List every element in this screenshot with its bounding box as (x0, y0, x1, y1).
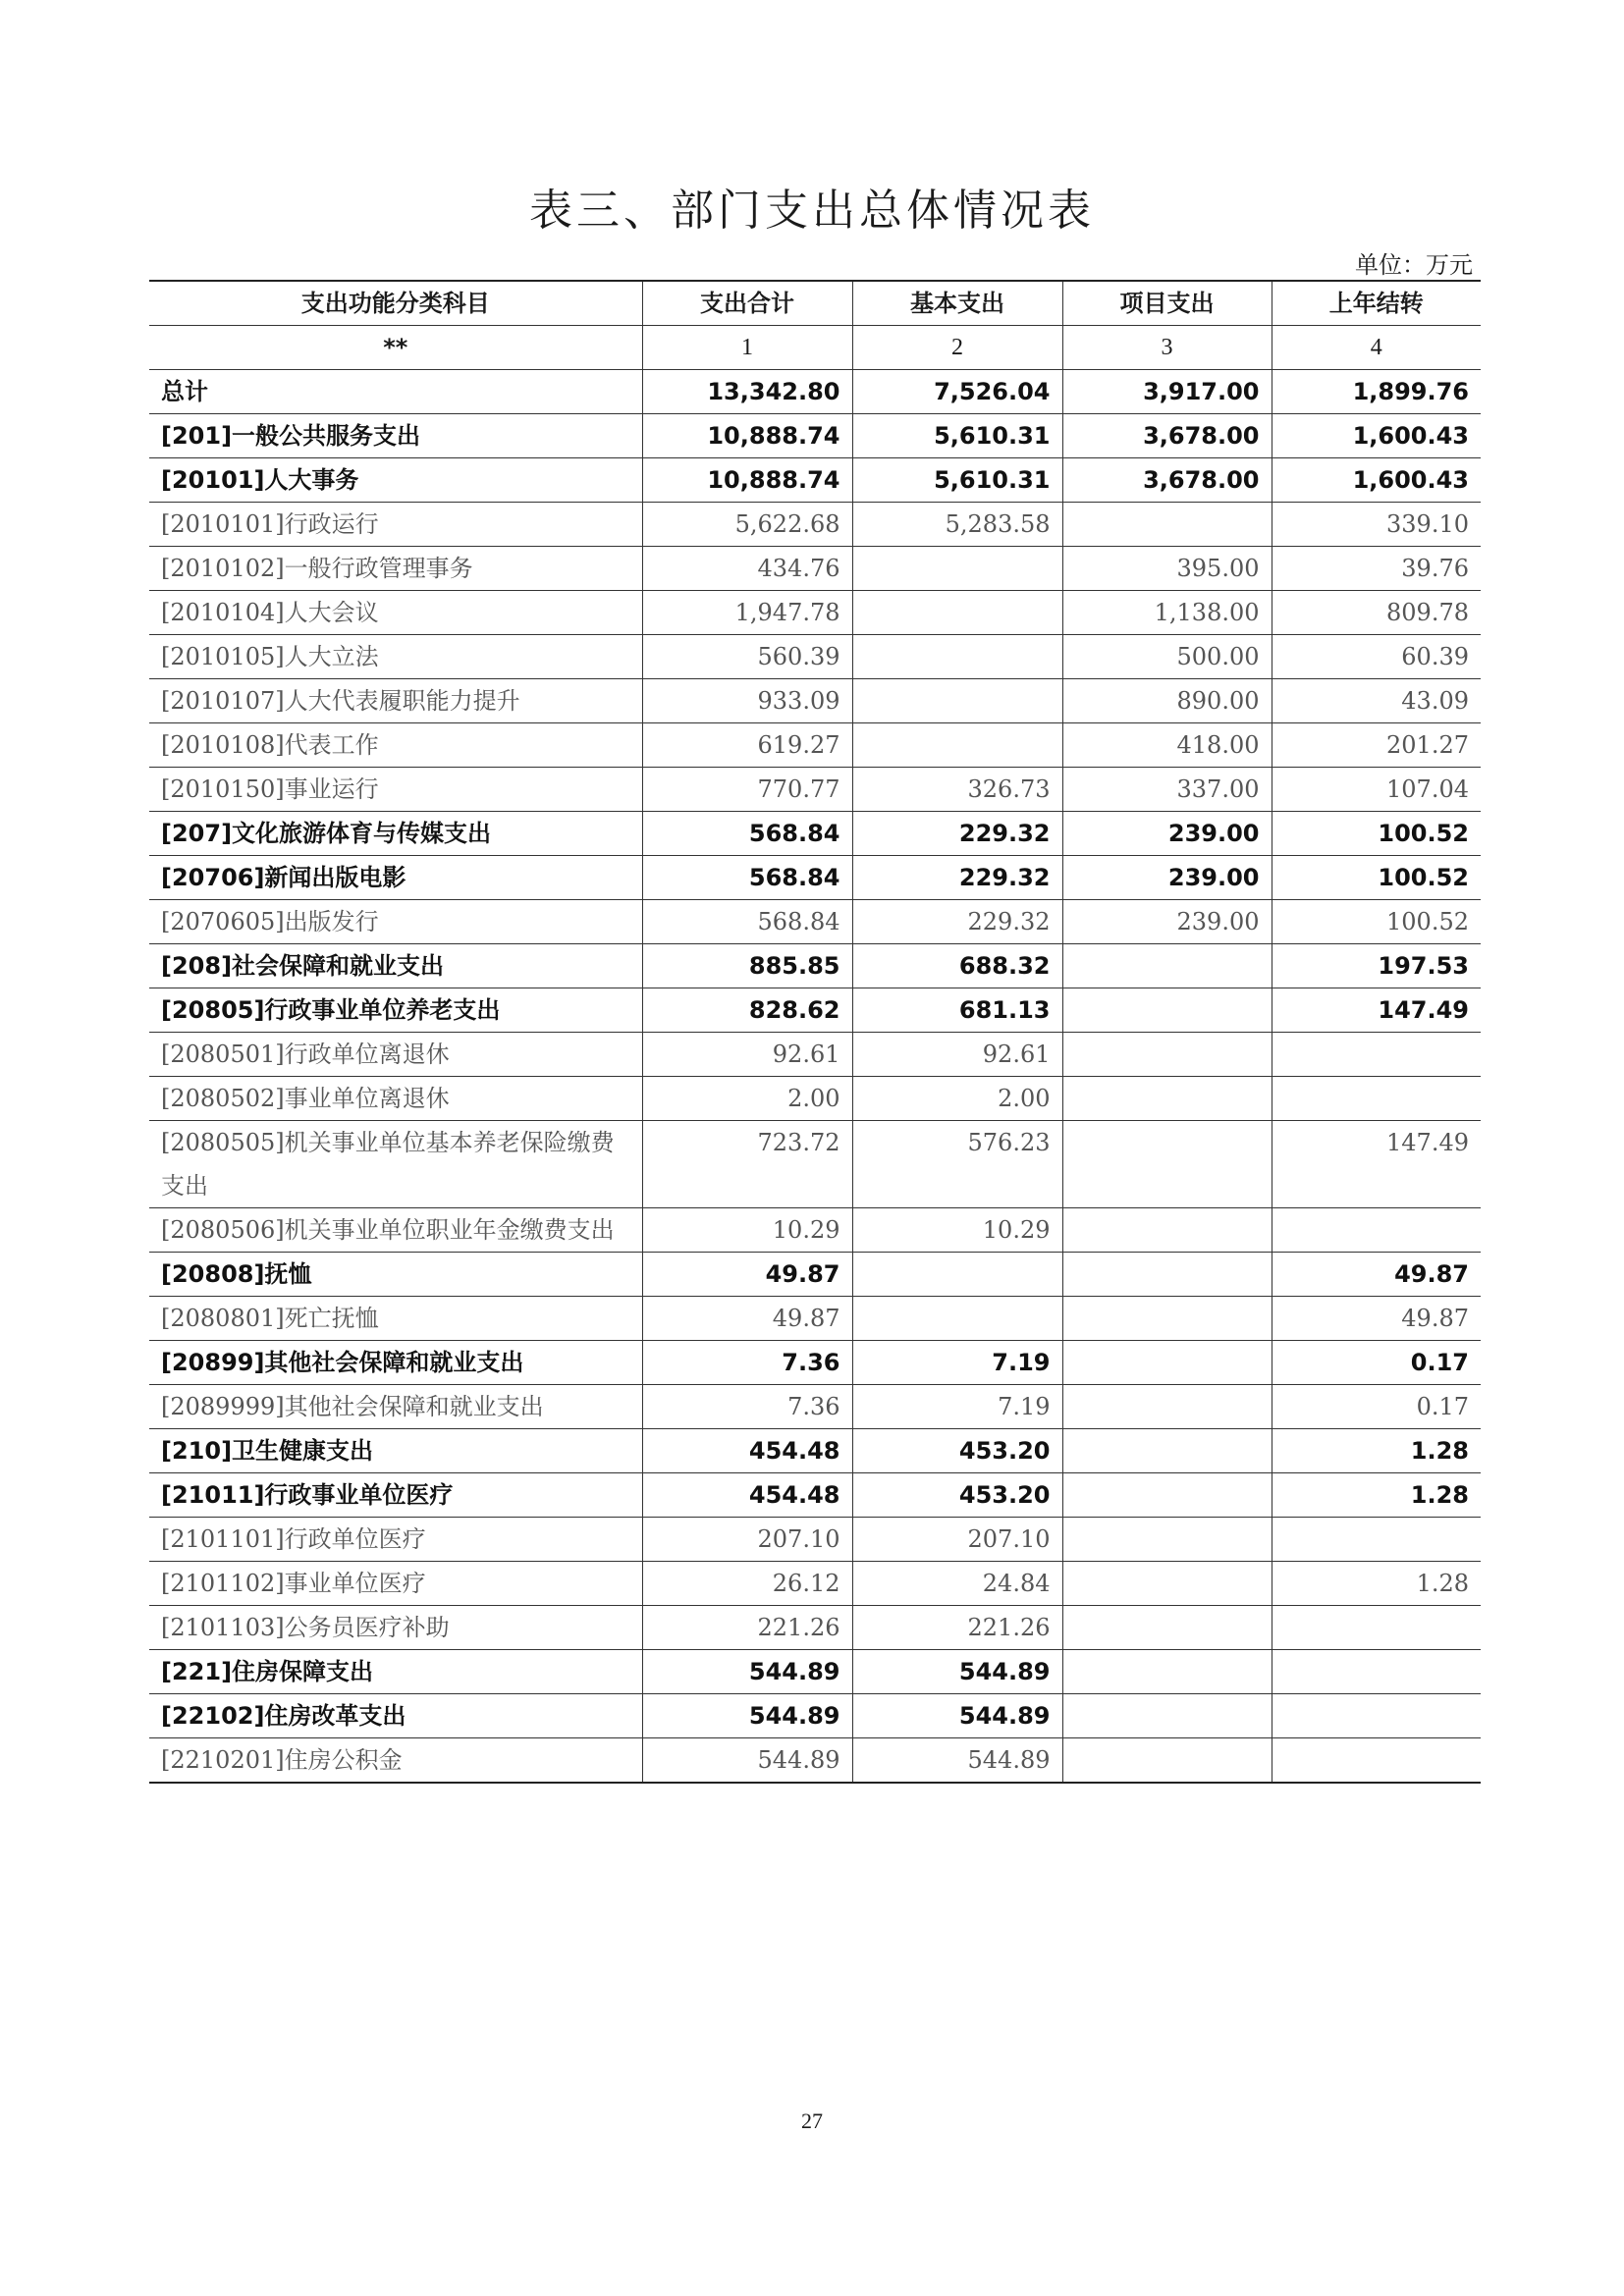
subject-cell: [2080502]事业单位离退休 (149, 1077, 642, 1121)
column-header: 基本支出 (852, 281, 1062, 326)
carryover-cell: 0.17 (1272, 1385, 1481, 1429)
table-row (149, 591, 1481, 635)
subject-cell: [21011]行政事业单位医疗 (149, 1473, 642, 1518)
carryover-cell (1272, 1738, 1481, 1784)
total-cell: 568.84 (642, 900, 852, 944)
subject-cell: [207]文化旅游体育与传媒支出 (149, 812, 642, 856)
carryover-cell: 43.09 (1272, 679, 1481, 723)
table-row (149, 1297, 1481, 1341)
subject-cell: [221]住房保障支出 (149, 1650, 642, 1694)
basic-cell: 5,283.58 (852, 503, 1062, 547)
total-cell: 454.48 (642, 1473, 852, 1518)
total-cell: 49.87 (642, 1297, 852, 1341)
subject-cell: [2080801]死亡抚恤 (149, 1297, 642, 1341)
column-header: 支出合计 (642, 281, 852, 326)
subject-cell: [2010102]一般行政管理事务 (149, 547, 642, 591)
subject-cell: [22102]住房改革支出 (149, 1694, 642, 1738)
basic-cell: 453.20 (852, 1473, 1062, 1518)
basic-cell: 207.10 (852, 1518, 1062, 1562)
subject-cell: [20101]人大事务 (149, 458, 642, 503)
table-row (149, 1473, 1481, 1518)
carryover-cell (1272, 1650, 1481, 1694)
subject-cell: 总计 (149, 370, 642, 414)
project-cell (1062, 1121, 1272, 1208)
basic-cell: 7.19 (852, 1385, 1062, 1429)
basic-cell: 229.32 (852, 812, 1062, 856)
carryover-cell: 809.78 (1272, 591, 1481, 635)
total-cell: 10.29 (642, 1208, 852, 1253)
table-row (149, 812, 1481, 856)
project-cell (1062, 1385, 1272, 1429)
carryover-cell: 147.49 (1272, 988, 1481, 1033)
carryover-cell: 147.49 (1272, 1121, 1481, 1208)
carryover-cell (1272, 1208, 1481, 1253)
basic-cell: 453.20 (852, 1429, 1062, 1473)
total-cell: 544.89 (642, 1650, 852, 1694)
table-row (149, 1429, 1481, 1473)
table-row (149, 1650, 1481, 1694)
table-row (149, 1208, 1481, 1253)
total-cell: 1,947.78 (642, 591, 852, 635)
basic-cell: 5,610.31 (852, 414, 1062, 458)
table-row (149, 370, 1481, 414)
table-row (149, 679, 1481, 723)
total-cell: 26.12 (642, 1562, 852, 1606)
basic-cell: 2.00 (852, 1077, 1062, 1121)
subject-cell: [20808]抚恤 (149, 1253, 642, 1297)
subject-cell: [208]社会保障和就业支出 (149, 944, 642, 988)
table-row (149, 1518, 1481, 1562)
total-cell: 7.36 (642, 1385, 852, 1429)
expenditure-table (149, 280, 1481, 1784)
carryover-cell: 100.52 (1272, 900, 1481, 944)
basic-cell: 544.89 (852, 1694, 1062, 1738)
project-cell (1062, 1562, 1272, 1606)
table-row (149, 1606, 1481, 1650)
subject-cell: [2101101]行政单位医疗 (149, 1518, 642, 1562)
project-cell (1062, 988, 1272, 1033)
basic-cell (852, 723, 1062, 768)
subject-cell: [2010108]代表工作 (149, 723, 642, 768)
basic-cell: 229.32 (852, 856, 1062, 900)
total-cell: 933.09 (642, 679, 852, 723)
table-row (149, 635, 1481, 679)
page-number: 27 (801, 2109, 823, 2133)
table-row (149, 1694, 1481, 1738)
basic-cell: 688.32 (852, 944, 1062, 988)
project-cell: 3,678.00 (1062, 414, 1272, 458)
carryover-cell: 60.39 (1272, 635, 1481, 679)
table-row (149, 1121, 1481, 1208)
project-cell (1062, 1077, 1272, 1121)
carryover-cell: 100.52 (1272, 812, 1481, 856)
carryover-cell: 1.28 (1272, 1429, 1481, 1473)
subject-cell: [2070605]出版发行 (149, 900, 642, 944)
carryover-cell: 49.87 (1272, 1253, 1481, 1297)
project-cell (1062, 1253, 1272, 1297)
index-cell: 3 (1062, 326, 1272, 370)
carryover-cell: 1.28 (1272, 1473, 1481, 1518)
basic-cell: 7.19 (852, 1341, 1062, 1385)
subject-cell: [2010104]人大会议 (149, 591, 642, 635)
basic-cell: 326.73 (852, 768, 1062, 812)
basic-cell: 7,526.04 (852, 370, 1062, 414)
total-cell: 5,622.68 (642, 503, 852, 547)
table-row (149, 1385, 1481, 1429)
index-cell: 1 (642, 326, 852, 370)
page-title: 表三、部门支出总体情况表 (529, 186, 1095, 236)
project-cell (1062, 1297, 1272, 1341)
subject-cell: [210]卫生健康支出 (149, 1429, 642, 1473)
table-row (149, 856, 1481, 900)
project-cell: 890.00 (1062, 679, 1272, 723)
total-cell: 544.89 (642, 1694, 852, 1738)
table-index-row (149, 326, 1481, 370)
total-cell: 49.87 (642, 1253, 852, 1297)
basic-cell (852, 1297, 1062, 1341)
subject-cell: [201]一般公共服务支出 (149, 414, 642, 458)
project-cell (1062, 1606, 1272, 1650)
basic-cell: 544.89 (852, 1738, 1062, 1784)
subject-cell: [20706]新闻出版电影 (149, 856, 642, 900)
project-cell: 1,138.00 (1062, 591, 1272, 635)
total-cell: 544.89 (642, 1738, 852, 1784)
index-cell: 4 (1272, 326, 1481, 370)
basic-cell: 229.32 (852, 900, 1062, 944)
subject-cell: [2010105]人大立法 (149, 635, 642, 679)
table-row (149, 944, 1481, 988)
subject-cell: [2080506]机关事业单位职业年金缴费支出 (149, 1208, 642, 1253)
basic-cell: 544.89 (852, 1650, 1062, 1694)
project-cell (1062, 1518, 1272, 1562)
project-cell: 3,917.00 (1062, 370, 1272, 414)
table-row (149, 1341, 1481, 1385)
project-cell: 239.00 (1062, 900, 1272, 944)
project-cell (1062, 944, 1272, 988)
subject-cell: [2101102]事业单位医疗 (149, 1562, 642, 1606)
subject-cell: [20805]行政事业单位养老支出 (149, 988, 642, 1033)
subject-cell: [2210201]住房公积金 (149, 1738, 642, 1784)
project-cell: 500.00 (1062, 635, 1272, 679)
subject-cell: [2010150]事业运行 (149, 768, 642, 812)
project-cell (1062, 503, 1272, 547)
index-cell: 2 (852, 326, 1062, 370)
total-cell: 454.48 (642, 1429, 852, 1473)
table-row (149, 723, 1481, 768)
total-cell: 221.26 (642, 1606, 852, 1650)
project-cell: 239.00 (1062, 856, 1272, 900)
carryover-cell (1272, 1606, 1481, 1650)
basic-cell: 10.29 (852, 1208, 1062, 1253)
carryover-cell: 39.76 (1272, 547, 1481, 591)
carryover-cell (1272, 1033, 1481, 1077)
carryover-cell: 107.04 (1272, 768, 1481, 812)
table-row (149, 988, 1481, 1033)
subject-cell: [2080505]机关事业单位基本养老保险缴费支出 (149, 1121, 642, 1208)
table-body (149, 370, 1481, 1784)
total-cell: 10,888.74 (642, 414, 852, 458)
subject-cell: [2010107]人大代表履职能力提升 (149, 679, 642, 723)
subject-cell: [2080501]行政单位离退休 (149, 1033, 642, 1077)
total-cell: 92.61 (642, 1033, 852, 1077)
table-row (149, 1253, 1481, 1297)
basic-cell (852, 1253, 1062, 1297)
total-cell: 568.84 (642, 812, 852, 856)
table-header-row (149, 281, 1481, 326)
project-cell (1062, 1694, 1272, 1738)
carryover-cell (1272, 1694, 1481, 1738)
project-cell (1062, 1033, 1272, 1077)
column-header: 项目支出 (1062, 281, 1272, 326)
carryover-cell: 201.27 (1272, 723, 1481, 768)
basic-cell (852, 591, 1062, 635)
total-cell: 723.72 (642, 1121, 852, 1208)
carryover-cell: 0.17 (1272, 1341, 1481, 1385)
carryover-cell: 1.28 (1272, 1562, 1481, 1606)
carryover-cell: 339.10 (1272, 503, 1481, 547)
table-row (149, 414, 1481, 458)
carryover-cell: 197.53 (1272, 944, 1481, 988)
basic-cell: 576.23 (852, 1121, 1062, 1208)
project-cell (1062, 1429, 1272, 1473)
carryover-cell: 100.52 (1272, 856, 1481, 900)
basic-cell (852, 679, 1062, 723)
unit-label: 单位：万元 (1355, 251, 1473, 279)
column-header: 上年结转 (1272, 281, 1481, 326)
table-row (149, 547, 1481, 591)
table-row (149, 458, 1481, 503)
total-cell: 828.62 (642, 988, 852, 1033)
basic-cell (852, 547, 1062, 591)
total-cell: 7.36 (642, 1341, 852, 1385)
project-cell (1062, 1650, 1272, 1694)
basic-cell: 5,610.31 (852, 458, 1062, 503)
total-cell: 434.76 (642, 547, 852, 591)
total-cell: 568.84 (642, 856, 852, 900)
column-header: 支出功能分类科目 (149, 281, 642, 326)
carryover-cell: 1,899.76 (1272, 370, 1481, 414)
project-cell: 3,678.00 (1062, 458, 1272, 503)
project-cell: 239.00 (1062, 812, 1272, 856)
table-row (149, 1033, 1481, 1077)
subject-cell: [20899]其他社会保障和就业支出 (149, 1341, 642, 1385)
subject-cell: [2010101]行政运行 (149, 503, 642, 547)
total-cell: 207.10 (642, 1518, 852, 1562)
total-cell: 619.27 (642, 723, 852, 768)
subject-cell: [2101103]公务员医疗补助 (149, 1606, 642, 1650)
carryover-cell: 49.87 (1272, 1297, 1481, 1341)
total-cell: 885.85 (642, 944, 852, 988)
table-row (149, 768, 1481, 812)
project-cell (1062, 1473, 1272, 1518)
total-cell: 560.39 (642, 635, 852, 679)
table-row (149, 1738, 1481, 1784)
basic-cell (852, 635, 1062, 679)
total-cell: 770.77 (642, 768, 852, 812)
project-cell: 418.00 (1062, 723, 1272, 768)
project-cell: 395.00 (1062, 547, 1272, 591)
project-cell: 337.00 (1062, 768, 1272, 812)
table-row (149, 900, 1481, 944)
carryover-cell (1272, 1077, 1481, 1121)
table-row (149, 503, 1481, 547)
total-cell: 13,342.80 (642, 370, 852, 414)
basic-cell: 24.84 (852, 1562, 1062, 1606)
project-cell (1062, 1341, 1272, 1385)
carryover-cell (1272, 1518, 1481, 1562)
project-cell (1062, 1738, 1272, 1784)
basic-cell: 221.26 (852, 1606, 1062, 1650)
total-cell: 2.00 (642, 1077, 852, 1121)
table-row (149, 1077, 1481, 1121)
carryover-cell: 1,600.43 (1272, 414, 1481, 458)
table-row (149, 1562, 1481, 1606)
total-cell: 10,888.74 (642, 458, 852, 503)
basic-cell: 92.61 (852, 1033, 1062, 1077)
carryover-cell: 1,600.43 (1272, 458, 1481, 503)
project-cell (1062, 1208, 1272, 1253)
subject-cell: [2089999]其他社会保障和就业支出 (149, 1385, 642, 1429)
basic-cell: 681.13 (852, 988, 1062, 1033)
index-cell: ** (149, 326, 642, 370)
